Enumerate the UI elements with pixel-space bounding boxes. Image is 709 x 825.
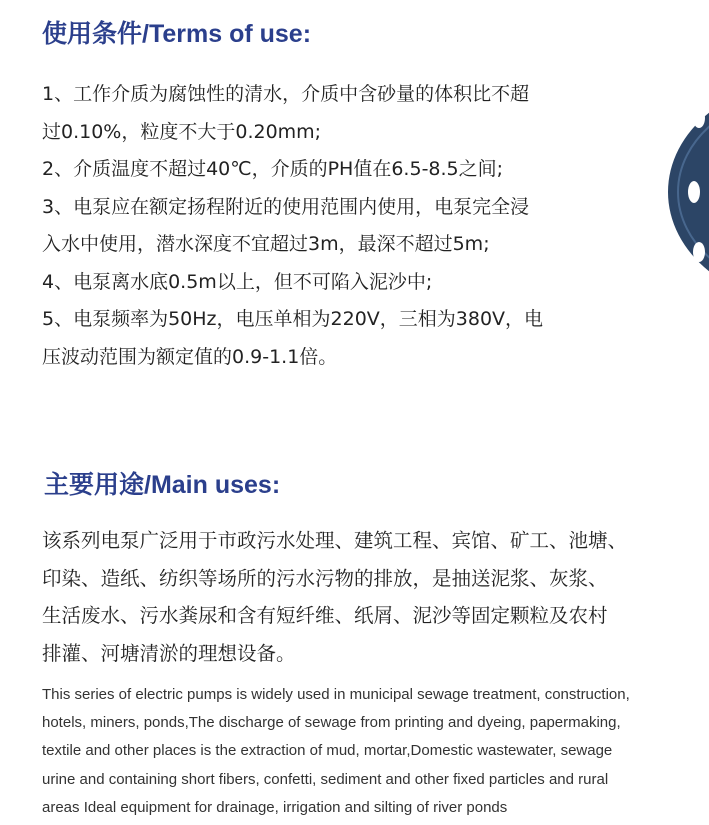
uses-en-line: urine and containing short fibers, confetti, sediment and other fixed particles and rural [42, 770, 609, 788]
terms-line: 压波动范围为额定值的0.9-1.1倍。 [42, 345, 338, 368]
uses-cn-line: 印染、造纸、纺织等场所的污水污物的排放，是抽送泥浆、灰浆、 [42, 566, 608, 590]
terms-line: 过0.10%，粒度不大于0.20mm; [42, 120, 322, 143]
terms-list [42, 76, 602, 376]
bolt-hole [688, 181, 700, 203]
main-uses-heading: 主要用途/Main uses: [44, 471, 281, 499]
main-uses-english-paragraph [42, 681, 630, 822]
terms-line: 2、介质温度不超过40℃，介质的PH值在6.5-8.5之间; [42, 158, 504, 180]
uses-cn-line: 排灌、河塘清淤的理想设备。 [42, 642, 296, 666]
uses-en-line: This series of electric pumps is widely used in municipal sewage treatment, construction, [42, 686, 630, 703]
terms-line: 3、电泵应在额定扬程附近的使用范围内使用，电泵完全浸 [42, 195, 530, 218]
bolt-hole [693, 242, 705, 262]
terms-line: 4、电泵离水底0.5m以上，但不可陷入泥沙中; [42, 270, 433, 293]
uses-cn-line: 该系列电泵广泛用于市政污水处理、建筑工程、宾馆、矿工、池塘、 [42, 529, 628, 552]
pump-flange-image [668, 80, 709, 305]
uses-en-line: hotels, miners, ponds,The discharge of sewage from printing and dyeing, papermaking, [42, 714, 621, 732]
pump-flange-graphic [668, 80, 709, 305]
terms-line: 5、电泵频率为50Hz，电压单相为220V，三相为380V，电 [42, 308, 544, 330]
terms-of-use-heading: 使用条件/Terms of use: [42, 20, 312, 48]
uses-en-line: textile and other places is the extraction of mud, mortar,Domestic wastewater, sewage [42, 742, 613, 760]
terms-line: 入水中使用，潜水深度不宜超过3m，最深不超过5m; [42, 233, 490, 255]
bolt-hole [693, 108, 705, 128]
main-uses-chinese-paragraph [42, 522, 627, 673]
uses-en-line: areas Ideal equipment for drainage, irrigation and silting of river ponds [42, 798, 508, 816]
terms-line: 1、工作介质为腐蚀性的清水，介质中含砂量的体积比不超 [42, 83, 530, 105]
uses-cn-line: 生活废水、污水粪尿和含有短纤维、纸屑、泥沙等固定颗粒及农村 [42, 604, 608, 628]
